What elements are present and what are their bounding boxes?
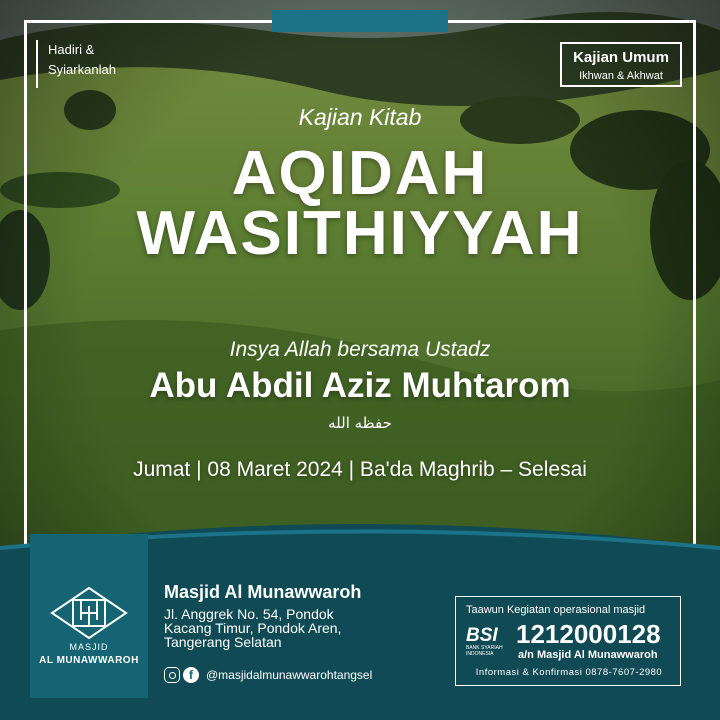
bank-logo: BSI (466, 625, 498, 646)
attend-badge-line2: Syiarkanlah (48, 62, 116, 77)
address-line1: Jl. Anggrek No. 54, Pondok (164, 606, 334, 622)
contact-info: Informasi & Konfirmasi 0878-7607-2980 (475, 667, 663, 678)
facebook-icon[interactable]: f (183, 667, 199, 683)
speaker-name: Abu Abdil Aziz Muhtarom (149, 366, 571, 405)
account-name: a/n Masjid Al Munawwaroh (518, 649, 658, 661)
social-row (164, 666, 372, 684)
event-schedule: Jumat | 08 Maret 2024 | Ba'da Maghrib – Selesai (133, 458, 587, 481)
logo-label-line1: MASJID (69, 642, 109, 652)
speaker-intro: Insya Allah bersama Ustadz (229, 338, 491, 361)
logo-label-line2: AL MUNAWWAROH (39, 655, 139, 666)
audience-badge-subtitle: Ikhwan & Akhwat (579, 70, 663, 82)
event-kicker: Kajian Kitab (298, 104, 422, 130)
masjid-address (164, 607, 404, 649)
masjid-name: Masjid Al Munawwaroh (164, 582, 362, 602)
social-handle: @masjidalmunawwarohtangsel (206, 668, 373, 682)
event-title-line2: WASITHIYYAH (136, 199, 584, 268)
donation-title: Taawun Kegiatan operasional masjid (466, 604, 646, 616)
event-title-line1: AQIDAH (231, 139, 489, 208)
bank-name: BANK SYARIAH INDONESIA (466, 645, 503, 657)
donation-box (455, 596, 681, 686)
audience-badge-title: Kajian Umum (573, 49, 669, 66)
attend-badge-line1: Hadiri & (48, 42, 95, 57)
masjid-logo (30, 534, 148, 698)
masjid-emblem-icon (46, 586, 132, 640)
speaker-honorific: حفظه الله (328, 414, 392, 432)
address-line3: Tangerang Selatan (164, 634, 282, 650)
account-number: 1212000128 (516, 619, 661, 649)
instagram-icon[interactable] (164, 667, 180, 683)
address-line2: Kacang Timur, Pondok Aren, (164, 620, 342, 636)
